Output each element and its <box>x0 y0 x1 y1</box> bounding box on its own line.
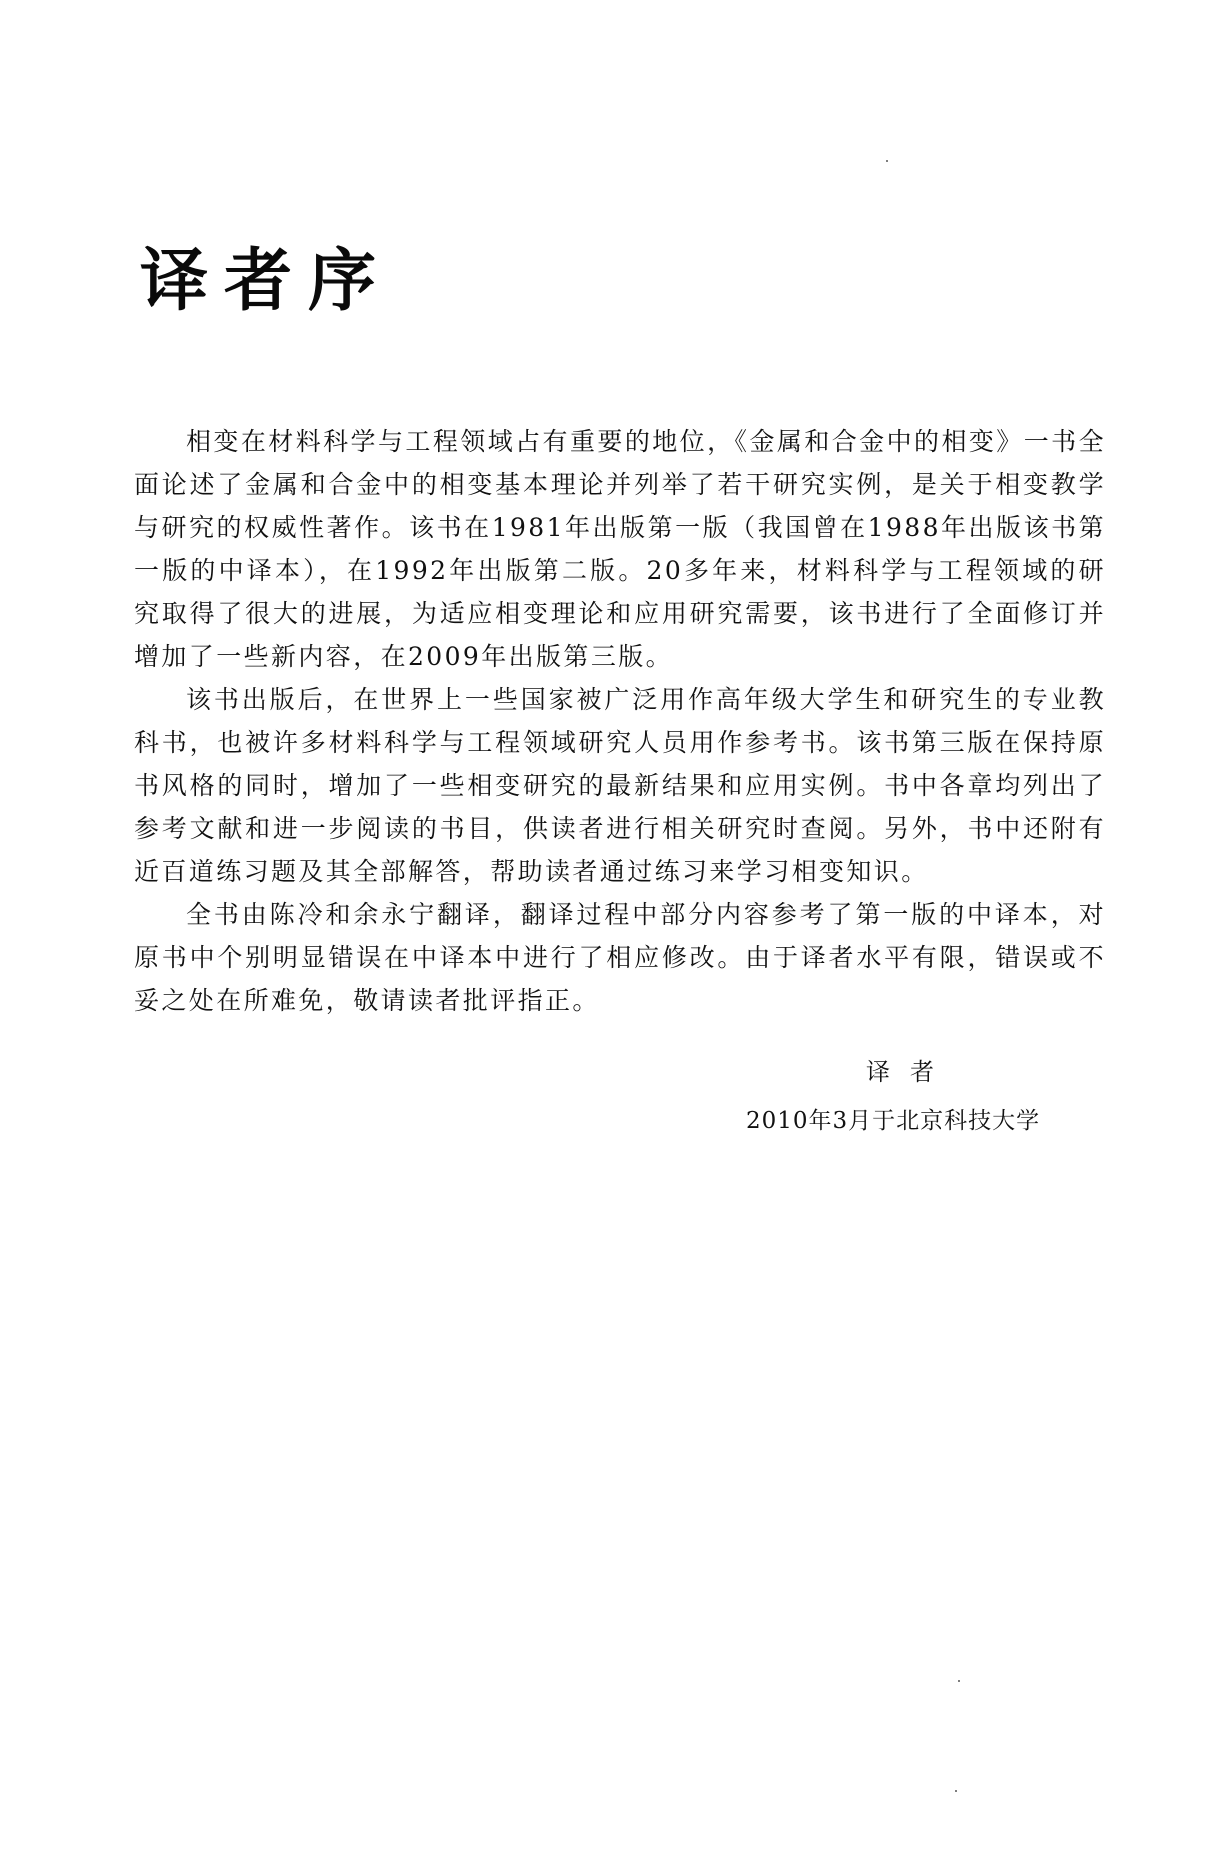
scan-speck <box>958 1680 960 1682</box>
preface-body <box>134 420 1106 1022</box>
paragraph-1: 相变在材料科学与工程领域占有重要的地位，《金属和合金中的相变》一书全面论述了金属和合金中的相变基本理论并列举了若干研究实例，是关于相变教学与研究的权威性著作。该书在1981年出版第一版（我国曾在1988年出版该书第一版的中译本），在1992年出版第二版。20多年来，材料科学与工程领域的研究取得了很大的进展，为适应相变理论和应用研究需要，该书进行了全面修订并增加了一些新内容，在2009年出版第三版。 <box>134 427 1106 671</box>
paragraph-2: 该书出版后，在世界上一些国家被广泛用作高年级大学生和研究生的专业教科书，也被许多材料科学与工程领域研究人员用作参考书。该书第三版在保持原书风格的同时，增加了一些相变研究的最新结果和应用实例。书中各章均列出了参考文献和进一步阅读的书目，供读者进行相关研究时查阅。另外，书中还附有近百道练习题及其全部解答，帮助读者通过练习来学习相变知识。 <box>134 685 1106 886</box>
scan-speck <box>886 160 888 162</box>
scan-speck <box>955 1790 957 1792</box>
paragraph-3: 全书由陈冷和余永宁翻译，翻译过程中部分内容参考了第一版的中译本，对原书中个别明显错误在中译本中进行了相应修改。由于译者水平有限，错误或不妥之处在所难免，敬请读者批评指正。 <box>134 900 1106 1015</box>
translator-signature: 译者 <box>866 1058 954 1086</box>
page-title: 译者序 <box>140 242 393 321</box>
date-location-line: 2010年3月于北京科技大学 <box>746 1108 1041 1134</box>
